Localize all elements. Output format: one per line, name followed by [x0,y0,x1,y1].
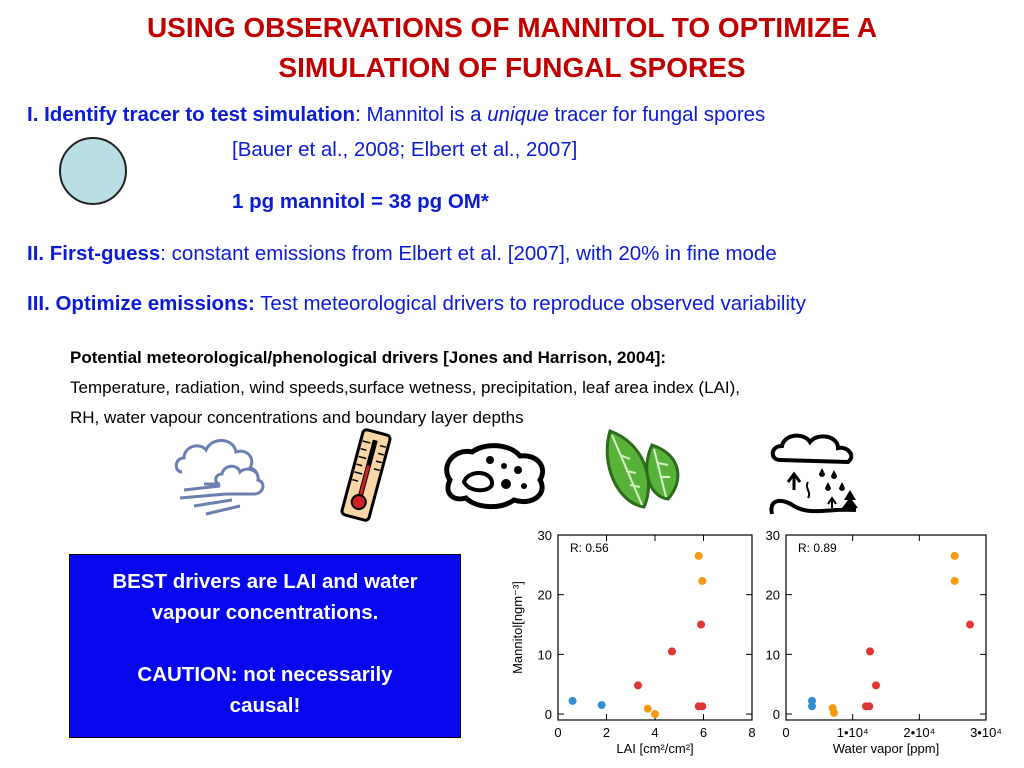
step-1-post: tracer for fungal spores [548,103,766,126]
rain-cloud-icon [760,430,875,518]
step-1-label: I. Identify tracer to test simulation [27,103,356,126]
plot-frame [786,535,986,720]
data-point-blue [569,697,577,705]
drivers-line-2: RH, water vapour concentrations and boundary layer depths [70,408,524,427]
step-2-line [27,242,777,266]
drivers-heading: Potential meteorological/phenological drivers [Jones and Harrison, 2004]: [70,348,667,367]
x-tick-label: 6 [699,725,708,740]
data-point-orange [695,552,703,560]
conclusion-line-1: BEST drivers are LAI and water [112,570,418,593]
data-point-red [966,621,974,629]
mannitol-conversion: 1 pg mannitol = 38 pg OM* [232,190,489,213]
step-3-label: III. Optimize emissions: [27,292,255,315]
data-point-orange [951,552,959,560]
data-point-orange [651,710,659,718]
data-point-blue [598,701,606,709]
drivers-line-1: Temperature, radiation, wind speeds,surface wetness, precipitation, leaf area index (LAI), [70,378,740,397]
x-tick-label: 0 [554,725,562,740]
step-3-text: Test meteorological drivers to reproduce observed variability [254,292,806,315]
data-point-red [698,702,706,710]
step-1-references: [Bauer et al., 2008; Elbert et al., 2007] [232,138,578,161]
x-tick-label: 2 [602,725,611,740]
data-point-red [697,621,705,629]
slide-title [0,8,1024,88]
y-tick-label: 0 [772,707,780,723]
step-3-line [27,292,806,316]
data-point-orange [644,705,652,713]
x-tick-label: 3•10⁴ [970,725,1002,740]
data-point-orange [951,577,959,585]
title-line-1: USING OBSERVATIONS OF MANNITOL TO OPTIMIZE A [146,12,878,43]
y-tick-label: 30 [765,528,780,543]
spore-circle-icon [59,137,127,205]
data-point-red [668,647,676,655]
x-tick-label: 0 [782,725,790,740]
step-1-colon: : [355,103,361,126]
step-1-emph: unique [487,103,549,126]
leaves-icon [600,425,690,515]
chart-lai-vs-mannitol [500,520,762,768]
conclusion-line-4: causal! [229,694,301,717]
conclusion-line-3: CAUTION: not necessarily [137,663,393,686]
x-axis-label: Water vapor [ppm] [832,741,940,756]
data-point-red [865,702,873,710]
step-2-label: II. First-guess [27,242,161,265]
data-point-red [634,681,642,689]
spores-icon [440,440,550,510]
cloud-wind-icon [170,428,282,520]
data-point-red [872,681,880,689]
x-tick-label: 8 [748,725,756,740]
chart-watervapor-vs-mannitol [762,520,1024,768]
y-tick-label: 10 [765,647,780,663]
data-point-orange [830,709,838,717]
conclusion-line-2: vapour concentrations. [151,601,379,624]
data-point-blue [808,702,816,710]
drivers-paragraph [70,343,1020,433]
y-tick-label: 30 [537,528,552,543]
step-1-pre: Mannitol is a [360,103,488,126]
y-tick-label: 10 [537,647,552,663]
y-tick-label: 20 [537,587,552,603]
step-2-text: : constant emissions from Elbert et al. [2007], with 20% in fine mode [160,242,777,265]
x-tick-label: 2•10⁴ [903,725,936,740]
x-axis-label: LAI [cm²/cm²] [616,741,694,756]
thermometer-icon [328,425,404,525]
correlation-annotation: R: 0.89 [798,541,837,555]
title-line-2: SIMULATION OF FUNGAL SPORES [278,52,746,83]
x-tick-label: 1•10⁴ [836,725,869,740]
plot-frame [558,535,752,720]
data-point-orange [698,577,706,585]
step-1-line [27,103,765,127]
y-tick-label: 20 [765,587,780,603]
data-point-red [866,647,874,655]
x-tick-label: 4 [651,725,659,740]
y-axis-label: Mannitol[ngm⁻³] [510,581,525,674]
correlation-annotation: R: 0.56 [570,541,609,555]
y-tick-label: 0 [544,707,552,723]
conclusion-box [69,554,461,738]
